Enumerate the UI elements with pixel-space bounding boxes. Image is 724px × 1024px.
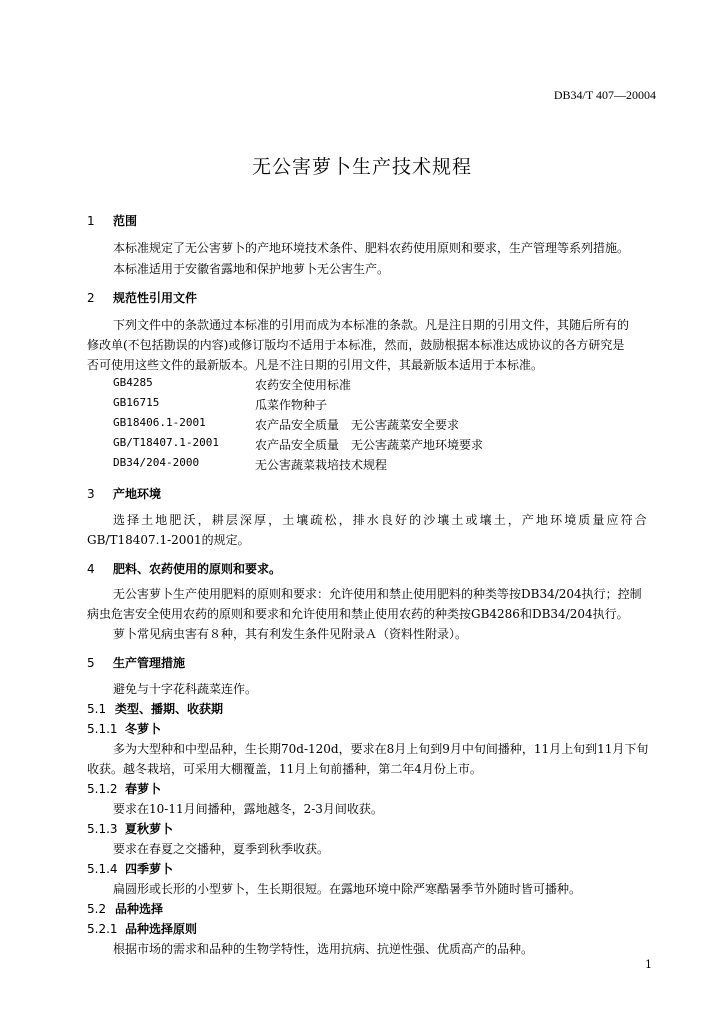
reference-name: 农药安全使用标准 [255,378,352,392]
section-number: 4 [87,562,95,576]
reference-code: DB34/204-2000 [113,456,200,469]
subsection-5-1-2-heading [87,780,161,797]
paragraph-line: 修改单(不包括勘误的内容)或修订版均不适用于本标准，然而，鼓励根据本标准达成协议的各方研究是 [87,338,625,352]
paragraph-line: 扁圆形或长形的小型萝卜，生长期很短。在露地环境中除严寒酷暑季节外随时皆可播种。 [113,882,582,896]
subsection-5-1-1-heading [87,720,161,737]
subsection-5-2-1-heading [87,920,197,937]
section-number: 3 [87,487,95,501]
subsection-5-1-heading [87,700,223,717]
reference-code: GB/T18407.1-2001 [113,436,219,449]
section-title: 品种选择 [115,902,164,916]
section-number: 5.1 [87,702,107,716]
section-number: 2 [87,291,95,305]
section-number: 5.1.2 [87,782,118,796]
subsection-5-2-heading [87,900,163,917]
paragraph-line: 根据市场的需求和品种的生物学特性，选用抗病、抗逆性强、优质高产的品种。 [113,942,534,956]
paragraph-line: 选择土地肥沃，耕层深厚，土壤疏松，排水良好的沙壤土或壤土，产地环境质量应符合 [113,513,649,527]
paragraph-line: 下列文件中的条款通过本标准的引用而成为本标准的条款。凡是注日期的引用文件，其随后所有的 [113,318,630,332]
standard-number: DB34/T 407—20004 [553,88,656,102]
reference-name: 农产品安全质量 无公害蔬菜产地环境要求 [255,438,484,452]
section-4-heading [87,560,281,577]
subsection-5-1-4-heading [87,860,173,877]
paragraph-line: 本标准规定了无公害萝卜的产地环境技术条件、肥料农药使用原则和要求，生产管理等系列措施。 [113,241,630,255]
paragraph-line: 萝卜常见病虫害有８种，其有利发生条件见附录Ａ（资料性附录）。 [113,627,468,641]
section-5-heading [87,654,185,671]
page-number: 1 [645,958,652,971]
section-number: 1 [87,214,95,228]
section-number: 5.2 [87,902,107,916]
section-number: 5.1.3 [87,822,118,836]
paragraph-line: 避免与十字花科蔬菜连作。 [113,682,258,696]
paragraph-line: 无公害萝卜生产使用肥料的原则和要求：允许使用和禁止使用肥料的种类等按DB34/204执行；控制 [113,587,642,601]
section-title: 生产管理措施 [113,656,186,670]
paragraph-line: GB/T18407.1-2001的规定。 [87,533,250,547]
paragraph-line: 收获。越冬栽培，可采用大棚覆盖，11月上旬前播种，第二年4月份上市。 [87,762,482,776]
paragraph-line: 要求在10-11月间播种，露地越冬，2-3月间收获。 [113,802,383,816]
section-title: 规范性引用文件 [113,291,198,305]
section-number: 5.1.1 [87,722,118,736]
subsection-5-1-3-heading [87,820,173,837]
reference-code: GB16715 [113,396,160,409]
section-title: 产地环境 [113,487,162,501]
paragraph-line: 否可使用这些文件的最新版本。凡是不注日期的引用文件，其最新版本适用于本标准。 [87,358,544,372]
reference-code: GB18406.1-2001 [113,416,206,429]
section-title: 肥料、农药使用的原则和要求。 [113,562,282,576]
section-title: 夏秋萝卜 [125,822,174,836]
section-number: 5.1.4 [87,862,118,876]
section-1-heading [87,212,137,229]
reference-name: 瓜菜作物种子 [255,398,328,412]
section-number: 5 [87,656,95,670]
paragraph-line: 本标准适用于安徽省露地和保护地萝卜无公害生产。 [113,262,390,276]
section-title: 品种选择原则 [125,922,198,936]
section-title: 冬萝卜 [125,722,162,736]
section-title: 类型、播期、收获期 [115,702,224,716]
section-3-heading [87,485,161,502]
section-number: 5.2.1 [87,922,118,936]
reference-name: 农产品安全质量 无公害蔬菜安全要求 [255,418,460,432]
section-2-heading [87,289,197,306]
section-title: 春萝卜 [125,782,162,796]
document-title: 无公害萝卜生产技术规程 [251,156,472,178]
reference-name: 无公害蔬菜栽培技术规程 [255,458,388,472]
reference-code: GB4285 [113,376,153,389]
section-title: 范围 [113,214,138,228]
paragraph-line: 病虫危害安全使用农药的原则和要求和允许使用和禁止使用农药的种类按GB4286和DB34/204执行。 [87,607,629,621]
paragraph-line: 多为大型种和中型品种，生长期70d-120d，要求在8月上旬到9月中旬间播种，11月上旬到11月下旬 [113,742,649,756]
paragraph-line: 要求在春夏之交播种，夏季到秋季收获。 [113,842,330,856]
section-title: 四季萝卜 [125,862,174,876]
